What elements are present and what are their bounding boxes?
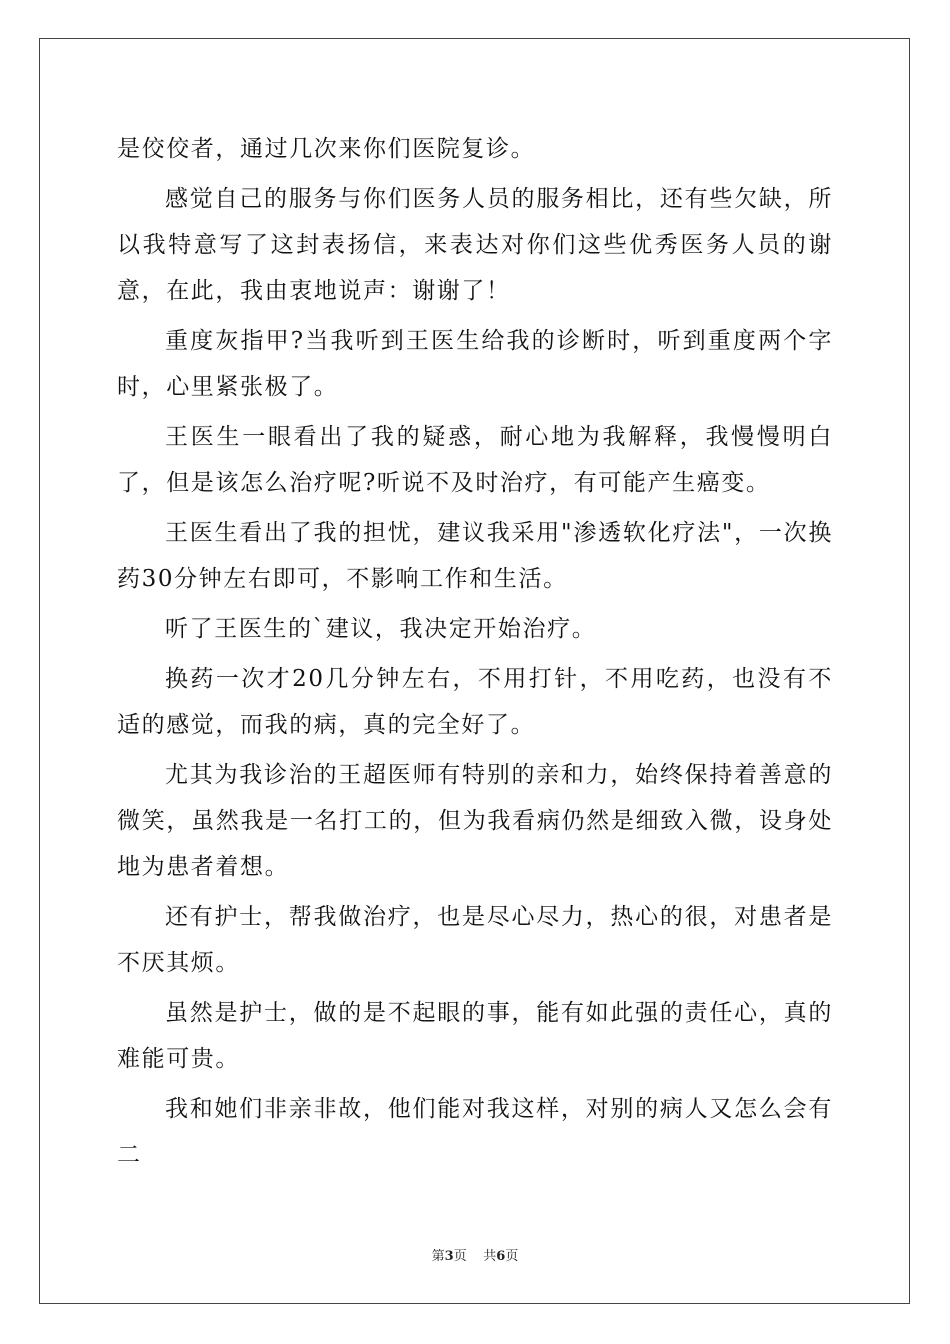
paragraph: 虽然是护士，做的是不起眼的事，能有如此强的责任心，真的难能可贵。 [117,1000,833,1072]
paragraph: 尤其为我诊治的王超医师有特别的亲和力，始终保持着善意的微笑，虽然我是一名打工的，但为我看病仍然是细致入微，设身处地为患者着想。 [117,762,833,880]
paragraph: 王医生看出了我的担忧，建议我采用"渗透软化疗法"，一次换药30分钟左右即可，不影响工作和生活。 [117,520,833,592]
paragraph: 感觉自己的服务与你们医务人员的服务相比，还有些欠缺，所以我特意写了这封表扬信，来表达对你们这些优秀医务人员的谢意，在此，我由衷地说声：谢谢了！ [117,186,833,304]
paragraph: 我和她们非亲非故，他们能对我这样，对别的病人又怎么会有二 [117,1096,833,1168]
document-body [117,126,833,1182]
page-footer [0,1245,950,1264]
paragraph: 是佼佼者，通过几次来你们医院复诊。 [117,136,536,162]
page-total: 共6页 [483,1249,519,1264]
paragraph: 换药一次才20几分钟左右，不用打针，不用吃药，也没有不适的感觉，而我的病，真的完全好了。 [117,666,833,738]
paragraph: 重度灰指甲?当我听到王医生给我的诊断时，听到重度两个字时，心里紧张极了。 [117,328,833,400]
paragraph: 还有护士，帮我做治疗，也是尽心尽力，热心的很，对患者是不厌其烦。 [117,904,833,976]
page-number: 第3页 [431,1249,467,1264]
paragraph: 王医生一眼看出了我的疑惑，耐心地为我解释，我慢慢明白了，但是该怎么治疗呢?听说不及时治疗，有可能产生癌变。 [117,424,833,496]
paragraph: 听了王医生的`建议，我决定开始治疗。 [165,616,597,642]
